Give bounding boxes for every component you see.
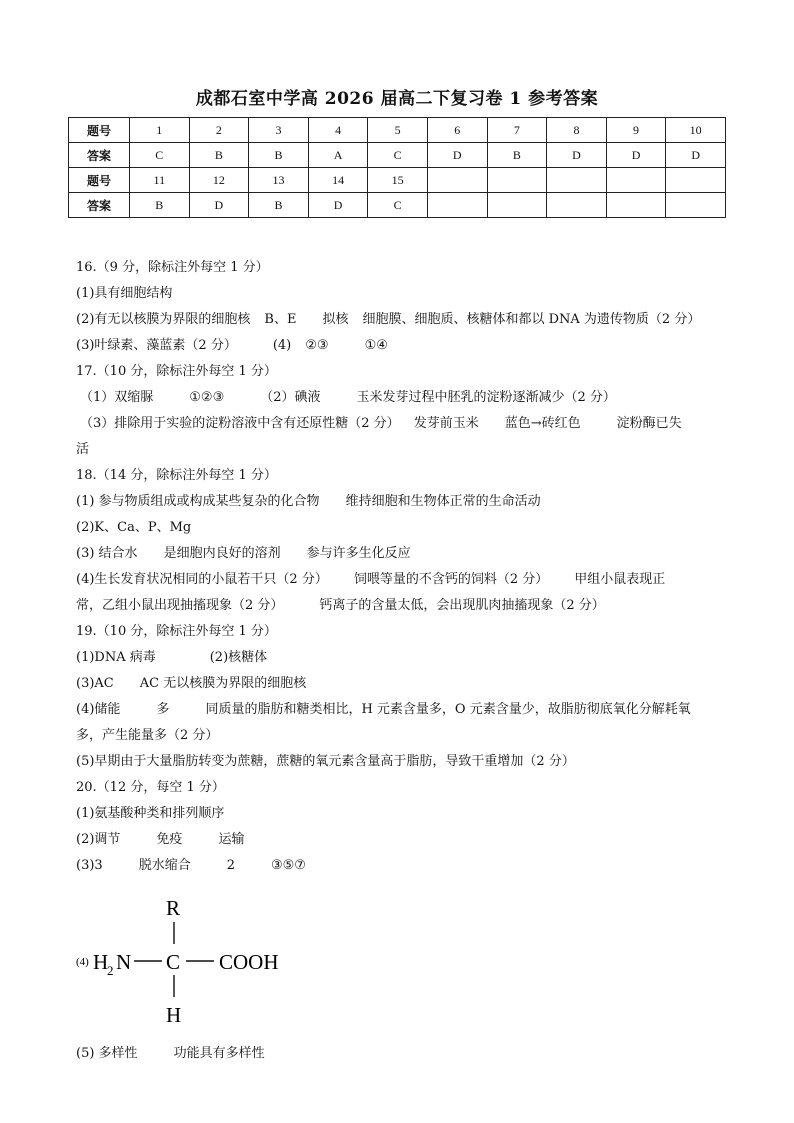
amino-acid-structural-formula bbox=[76, 879, 726, 1059]
answer-table-cell: 7 bbox=[487, 118, 547, 143]
answer-table-cell: B bbox=[189, 143, 249, 168]
q20-heading bbox=[76, 775, 726, 801]
answer-table bbox=[68, 117, 726, 218]
answer-table-cell: D bbox=[547, 143, 607, 168]
q17-l1d: 玉米发芽过程中胚乳的淀粉逐渐减少（2 分） bbox=[356, 390, 616, 405]
q20-l2c: 运输 bbox=[218, 832, 245, 847]
answer-table-cell bbox=[427, 168, 487, 193]
q20-l3d: ③⑤⑦ bbox=[270, 858, 306, 873]
q19-head-text: 19.（10 分，除标注外每空 1 分） bbox=[76, 624, 277, 639]
q19-line-4 bbox=[76, 723, 726, 749]
q17-l2b: 发芽前玉米 bbox=[413, 416, 479, 431]
q17-l1a: （1）双缩脲 bbox=[80, 390, 154, 405]
q16-line-3 bbox=[76, 333, 726, 359]
formula-top-r: R bbox=[166, 896, 181, 920]
formula-left-n: N bbox=[116, 950, 132, 974]
answer-table-row bbox=[69, 168, 726, 193]
q18-heading bbox=[76, 463, 726, 489]
q16-l2d: 细胞膜、细胞质、核糖体和都以 DNA 为遗传物质（2 分） bbox=[362, 312, 701, 327]
q16-head-text: 16.（9 分，除标注外每空 1 分） bbox=[76, 260, 269, 275]
q18-line-2 bbox=[76, 515, 726, 541]
q18-l5a: 常，乙组小鼠出现抽搐现象（2 分） bbox=[76, 598, 284, 613]
q20-l2b: 免疫 bbox=[156, 832, 183, 847]
answer-table-cell: 5 bbox=[368, 118, 428, 143]
q17-line-3 bbox=[76, 437, 726, 463]
answer-table-cell bbox=[666, 193, 726, 218]
q16-l3d: ①④ bbox=[364, 338, 388, 353]
q20-l3c: 2 bbox=[226, 858, 235, 873]
q18-l3b: 是细胞内良好的溶剂 bbox=[163, 546, 281, 561]
answer-table-cell: D bbox=[427, 143, 487, 168]
q18-l3c: 参与许多生化反应 bbox=[306, 546, 411, 561]
answer-table-cell: 6 bbox=[427, 118, 487, 143]
q18-line-5 bbox=[76, 593, 726, 619]
answer-table-row-label: 答案 bbox=[69, 193, 130, 218]
q18-head-text: 18.（14 分，除标注外每空 1 分） bbox=[76, 468, 277, 483]
q18-line-4 bbox=[76, 567, 726, 593]
q20-l5a: (5) 多样性 bbox=[76, 1046, 138, 1061]
answer-table-cell: B bbox=[130, 193, 190, 218]
q20-head-text: 20.（12 分，每空 1 分） bbox=[76, 780, 225, 795]
answer-table-cell: 2 bbox=[189, 118, 249, 143]
formula-left-h: H bbox=[93, 950, 109, 974]
answer-table-cell: C bbox=[130, 143, 190, 168]
q20-line-3 bbox=[76, 853, 726, 879]
q18-l1b: 维持细胞和生物体正常的生命活动 bbox=[345, 494, 541, 509]
q17-heading bbox=[76, 359, 726, 385]
answer-table-row-label: 题号 bbox=[69, 168, 130, 193]
answer-table-cell bbox=[606, 168, 666, 193]
formula-center-c: C bbox=[166, 950, 181, 974]
q18-l4a: (4)生长发育状况相同的小鼠若干只（2 分） bbox=[76, 572, 328, 587]
answer-table-row bbox=[69, 118, 726, 143]
answer-table-cell: 14 bbox=[308, 168, 368, 193]
answer-table-cell bbox=[487, 168, 547, 193]
q16-l2a: (2)有无以核膜为界限的细胞核 bbox=[76, 312, 251, 327]
answer-table-cell: 8 bbox=[547, 118, 607, 143]
q19-line-2 bbox=[76, 671, 726, 697]
formula-left-sub: 2 bbox=[107, 963, 114, 978]
q18-line-3 bbox=[76, 541, 726, 567]
answer-table-cell bbox=[547, 168, 607, 193]
q19-line-3 bbox=[76, 697, 726, 723]
q17-l1c: （2）碘液 bbox=[260, 390, 321, 405]
answer-table-cell: 9 bbox=[606, 118, 666, 143]
q18-line-1 bbox=[76, 489, 726, 515]
answer-table-cell bbox=[487, 193, 547, 218]
q16-l2b: B、E bbox=[264, 312, 297, 327]
answer-table-row-label: 题号 bbox=[69, 118, 130, 143]
q19-l5: (5)早期由于大量脂肪转变为蔗糖，蔗糖的氧元素含量高于脂肪，导致干重增加（2 分） bbox=[76, 754, 575, 769]
answer-table-cell: B bbox=[249, 193, 309, 218]
answer-table-row bbox=[69, 193, 726, 218]
answer-table-cell: C bbox=[368, 143, 428, 168]
q20-line-2 bbox=[76, 827, 726, 853]
answer-table-cell: C bbox=[368, 193, 428, 218]
q16-line-1 bbox=[76, 281, 726, 307]
answer-table-cell: 4 bbox=[308, 118, 368, 143]
q16-heading bbox=[76, 255, 726, 281]
q20-l3a: (3)3 bbox=[76, 858, 103, 873]
answer-table-cell bbox=[606, 193, 666, 218]
q16-l3c: ②③ bbox=[305, 338, 329, 353]
answer-table-cell: 13 bbox=[249, 168, 309, 193]
q17-line-2 bbox=[76, 411, 726, 437]
answer-table-cell: 1 bbox=[130, 118, 190, 143]
q17-l2a: （3）排除用于实验的淀粉溶液中含有还原性糖（2 分） bbox=[80, 416, 400, 431]
q19-l1a: (1)DNA 病毒 bbox=[76, 650, 156, 665]
q17-l2c: 蓝色→砖红色 bbox=[504, 416, 581, 431]
q20-l2a: (2)调节 bbox=[76, 832, 121, 847]
formula-right-cooh: COOH bbox=[219, 950, 279, 974]
q18-l5b: 钙离子的含量太低，会出现肌肉抽搐现象（2 分） bbox=[319, 598, 605, 613]
q18-l1a: (1) 参与物质组成或构成某些复杂的化合物 bbox=[76, 494, 320, 509]
page-title: 成都石室中学高 2026 届高二下复习卷 1 参考答案 bbox=[195, 89, 599, 109]
answer-table-cell: D bbox=[666, 143, 726, 168]
q17-l3: 活 bbox=[76, 442, 90, 457]
q18-l3a: (3) 结合水 bbox=[76, 546, 138, 561]
answer-table-cell: 15 bbox=[368, 168, 428, 193]
q19-l3b: 多 bbox=[156, 702, 170, 717]
q19-heading bbox=[76, 619, 726, 645]
formula-svg bbox=[76, 879, 336, 1029]
q19-line-5 bbox=[76, 749, 726, 775]
answer-table-cell: B bbox=[487, 143, 547, 168]
answer-table-cell: 11 bbox=[130, 168, 190, 193]
q19-line-1 bbox=[76, 645, 726, 671]
q16-l3a: (3)叶绿素、藻蓝素（2 分） bbox=[76, 338, 237, 353]
q20-line-1 bbox=[76, 801, 726, 827]
answer-table-row-label: 答案 bbox=[69, 143, 130, 168]
answer-table-cell: D bbox=[606, 143, 666, 168]
q19-l1b: (2)核糖体 bbox=[209, 650, 268, 665]
q16-l3b: (4) bbox=[272, 338, 292, 353]
q20-l1: (1)氨基酸种类和排列顺序 bbox=[76, 806, 225, 821]
answer-table-cell bbox=[547, 193, 607, 218]
answer-table-cell bbox=[666, 168, 726, 193]
q18-l4c: 甲组小鼠表现正 bbox=[574, 572, 666, 587]
answer-table-cell bbox=[427, 193, 487, 218]
answer-table-cell: B bbox=[249, 143, 309, 168]
answer-table-row bbox=[69, 143, 726, 168]
answer-table-cell: D bbox=[308, 193, 368, 218]
answer-table-cell: 10 bbox=[666, 118, 726, 143]
q19-l2b: AC 无以核膜为界限的细胞核 bbox=[139, 676, 307, 691]
q17-line-1 bbox=[76, 385, 726, 411]
q16-l2c: 拟核 bbox=[322, 312, 349, 327]
answer-table-cell: D bbox=[189, 193, 249, 218]
answer-table-cell: A bbox=[308, 143, 368, 168]
q17-head-text: 17.（10 分，除标注外每空 1 分） bbox=[76, 364, 277, 379]
q17-l2d: 淀粉酶已失 bbox=[616, 416, 682, 431]
q19-l3a: (4)储能 bbox=[76, 702, 121, 717]
formula-bottom-h: H bbox=[166, 1003, 182, 1027]
q16-line-2 bbox=[76, 307, 726, 333]
formula-label: (4) bbox=[76, 956, 89, 968]
q19-l3c: 同质量的脂肪和糖类相比，H 元素含量多，O 元素含量少，故脂肪彻底氧化分解耗氧 bbox=[205, 702, 691, 717]
answer-body bbox=[76, 255, 726, 1067]
q17-l1b: ①②③ bbox=[189, 390, 225, 405]
q16-l1-text: (1)具有细胞结构 bbox=[76, 286, 173, 301]
q19-l2a: (3)AC bbox=[76, 676, 114, 691]
q20-l5b: 功能具有多样性 bbox=[173, 1046, 265, 1061]
q20-l3b: 脱水缩合 bbox=[138, 858, 191, 873]
q19-l4: 多，产生能量多（2 分） bbox=[76, 728, 219, 743]
answer-table-cell: 12 bbox=[189, 168, 249, 193]
answer-table-cell: 3 bbox=[249, 118, 309, 143]
q18-l4b: 饲喂等量的不含钙的饲料（2 分） bbox=[353, 572, 549, 587]
q18-l2: (2)K、Ca、P、Mg bbox=[76, 520, 192, 535]
